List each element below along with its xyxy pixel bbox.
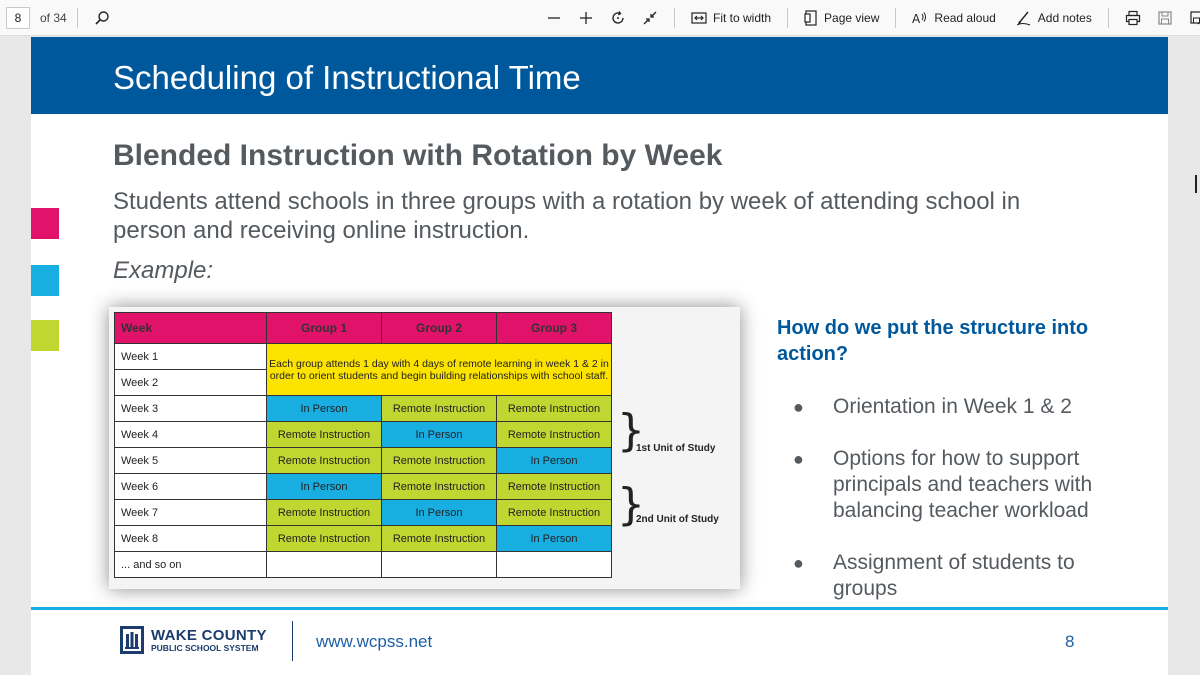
bullet-text: Assignment of students to groups	[833, 551, 1075, 600]
save-icon[interactable]	[1151, 4, 1179, 32]
search-icon[interactable]	[88, 4, 116, 32]
slide-title-bar	[31, 37, 1168, 114]
schedule-table-image	[109, 307, 740, 589]
schedule-cell	[382, 552, 497, 578]
schedule-table	[114, 312, 612, 578]
print-icon[interactable]	[1119, 4, 1147, 32]
text-cursor	[1195, 175, 1197, 193]
table-row	[115, 526, 612, 552]
rotate-icon[interactable]	[604, 4, 632, 32]
table-row	[115, 422, 612, 448]
bullet-text: Options for how to support principals and teachers with balancing teacher workload	[833, 447, 1093, 522]
schedule-cell	[267, 552, 382, 578]
slide-page	[31, 37, 1168, 675]
toolbar-divider	[1108, 8, 1109, 28]
footer-separator	[292, 621, 293, 661]
list-item	[793, 550, 1133, 602]
schedule-cell: Remote Instruction	[497, 422, 612, 448]
schedule-cell: In Person	[497, 448, 612, 474]
page-count-label: of 34	[40, 10, 67, 25]
schedule-cell: In Person	[267, 474, 382, 500]
schedule-cell: Remote Instruction	[382, 396, 497, 422]
week-cell: Week 6	[115, 474, 267, 500]
slide-number: 8	[1065, 632, 1075, 651]
bullet-dot: ●	[793, 449, 804, 469]
unit-1-brace: }	[617, 405, 645, 456]
header-week: Week	[115, 313, 267, 344]
orientation-cell: Each group attends 1 day with 4 days of remote learning in week 1 & 2 in order to orient students and begin building relationships with school staff.	[267, 344, 612, 396]
toolbar-divider	[77, 8, 78, 28]
svg-text:A: A	[912, 12, 921, 25]
unit-2-brace: }	[617, 479, 645, 530]
read-aloud-label: Read aloud	[934, 11, 996, 25]
question-heading: How do we put the structure into action?	[777, 317, 1089, 365]
page-view-label: Page view	[824, 11, 880, 25]
week-cell: Week 8	[115, 526, 267, 552]
header-group-3: Group 3	[497, 313, 612, 344]
schedule-cell: Remote Instruction	[267, 422, 382, 448]
schedule-cell: In Person	[267, 396, 382, 422]
week-cell: Week 4	[115, 422, 267, 448]
slide-heading: Blended Instruction with Rotation by Week	[113, 139, 723, 172]
schedule-cell: Remote Instruction	[497, 474, 612, 500]
read-aloud-button[interactable]	[906, 4, 1001, 32]
table-row	[115, 396, 612, 422]
header-group-1: Group 1	[267, 313, 382, 344]
list-item	[793, 446, 1133, 524]
schedule-cell	[497, 552, 612, 578]
header-group-2: Group 2	[382, 313, 497, 344]
pdf-toolbar	[0, 0, 1200, 36]
toolbar-divider	[895, 8, 896, 28]
table-row	[115, 552, 612, 578]
slide-title: Scheduling of Instructional Time	[113, 59, 581, 96]
bullet-list	[793, 394, 1133, 628]
schedule-cell: Remote Instruction	[497, 500, 612, 526]
list-item	[793, 394, 1133, 420]
accent-square-blue	[31, 265, 59, 296]
schedule-cell: In Person	[497, 526, 612, 552]
bullet-dot: ●	[793, 553, 804, 573]
schedule-cell: Remote Instruction	[267, 448, 382, 474]
slide-subtext: Students attend schools in three groups with a rotation by week of attending school in person and receiving online instruction.	[113, 188, 1021, 244]
unit-2-label: 2nd Unit of Study	[636, 514, 719, 525]
toolbar-divider	[787, 8, 788, 28]
schedule-cell: In Person	[382, 500, 497, 526]
zoom-in-icon[interactable]	[572, 4, 600, 32]
week-cell: Week 5	[115, 448, 267, 474]
table-row	[115, 344, 612, 370]
pen-icon	[1016, 10, 1032, 26]
schedule-cell: Remote Instruction	[267, 500, 382, 526]
example-label: Example:	[113, 257, 214, 284]
zoom-out-icon[interactable]	[540, 4, 568, 32]
table-header-row	[115, 313, 612, 344]
logo-line-1: WAKE COUNTY	[151, 626, 267, 644]
schedule-cell: Remote Instruction	[267, 526, 382, 552]
table-row	[115, 500, 612, 526]
wcpss-logo	[119, 625, 267, 655]
add-notes-button[interactable]	[1010, 4, 1098, 32]
school-building-icon	[119, 625, 145, 655]
fit-to-width-label: Fit to width	[713, 11, 772, 25]
fit-to-width-button[interactable]	[685, 4, 777, 32]
save-as-icon[interactable]	[1183, 4, 1200, 32]
footer-divider-line	[31, 607, 1168, 610]
week-cell: Week 7	[115, 500, 267, 526]
collapse-icon[interactable]	[636, 4, 664, 32]
page-number-input[interactable]: 8	[6, 7, 30, 29]
logo-line-2: PUBLIC SCHOOL SYSTEM	[151, 642, 259, 653]
table-row	[115, 474, 612, 500]
bullet-dot: ●	[793, 397, 804, 417]
schedule-cell: Remote Instruction	[382, 448, 497, 474]
unit-1-label: 1st Unit of Study	[636, 443, 716, 454]
week-cell: ... and so on	[115, 552, 267, 578]
week-cell: Week 3	[115, 396, 267, 422]
toolbar-divider	[674, 8, 675, 28]
schedule-cell: Remote Instruction	[382, 474, 497, 500]
schedule-cell: In Person	[382, 422, 497, 448]
fit-width-icon	[691, 11, 707, 25]
week-cell: Week 1	[115, 344, 267, 370]
footer-url: www.wcpss.net	[316, 632, 433, 651]
accent-square-green	[31, 320, 59, 351]
schedule-cell: Remote Instruction	[497, 396, 612, 422]
schedule-cell: Remote Instruction	[382, 526, 497, 552]
bullet-text: Orientation in Week 1 & 2	[833, 395, 1072, 418]
table-row	[115, 448, 612, 474]
page-view-button[interactable]	[798, 4, 885, 32]
week-cell: Week 2	[115, 370, 267, 396]
accent-square-pink	[31, 208, 59, 239]
add-notes-label: Add notes	[1037, 11, 1092, 25]
read-aloud-icon	[912, 11, 928, 25]
page-view-icon	[804, 10, 818, 26]
